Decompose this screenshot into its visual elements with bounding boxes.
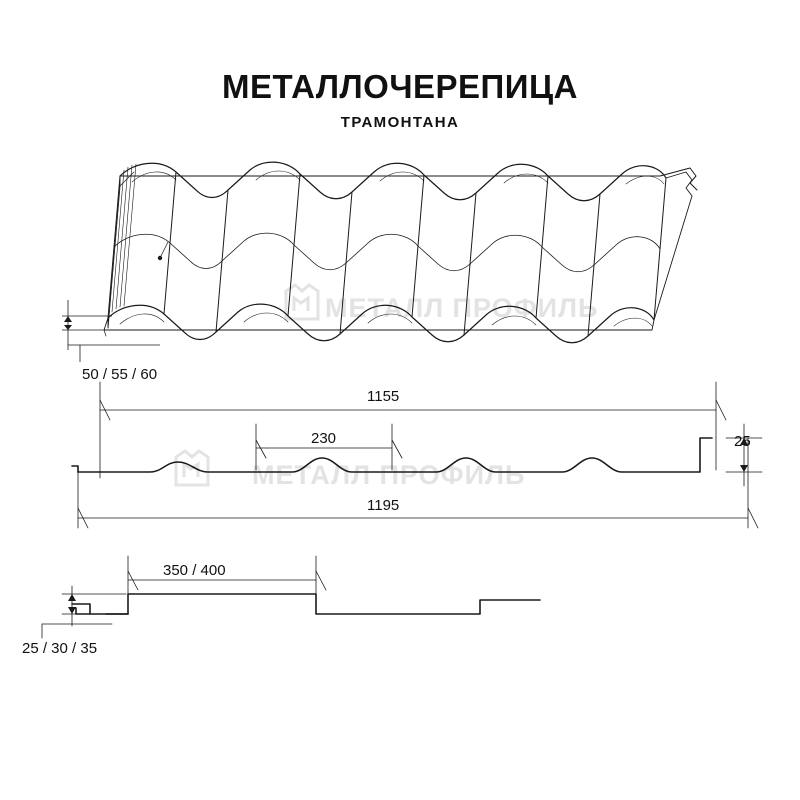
page-title: МЕТАЛЛОЧЕРЕПИЦА <box>222 68 578 105</box>
dim-profile-height: 25 <box>734 433 751 450</box>
watermark-text: МЕТАЛЛ ПРОФИЛЬ <box>325 293 599 323</box>
dim-step-height: 25 / 30 / 35 <box>22 640 98 657</box>
watermark-text: МЕТАЛЛ ПРОФИЛЬ <box>252 460 526 490</box>
dim-wave-pitch: 230 <box>311 430 337 447</box>
page-subtitle: ТРАМОНТАНА <box>340 114 460 131</box>
dim-step-length: 350 / 400 <box>163 562 226 579</box>
dim-tile-height: 50 / 55 / 60 <box>82 366 158 383</box>
dim-full-width: 1195 <box>367 497 400 514</box>
dim-useful-width: 1155 <box>367 388 400 405</box>
